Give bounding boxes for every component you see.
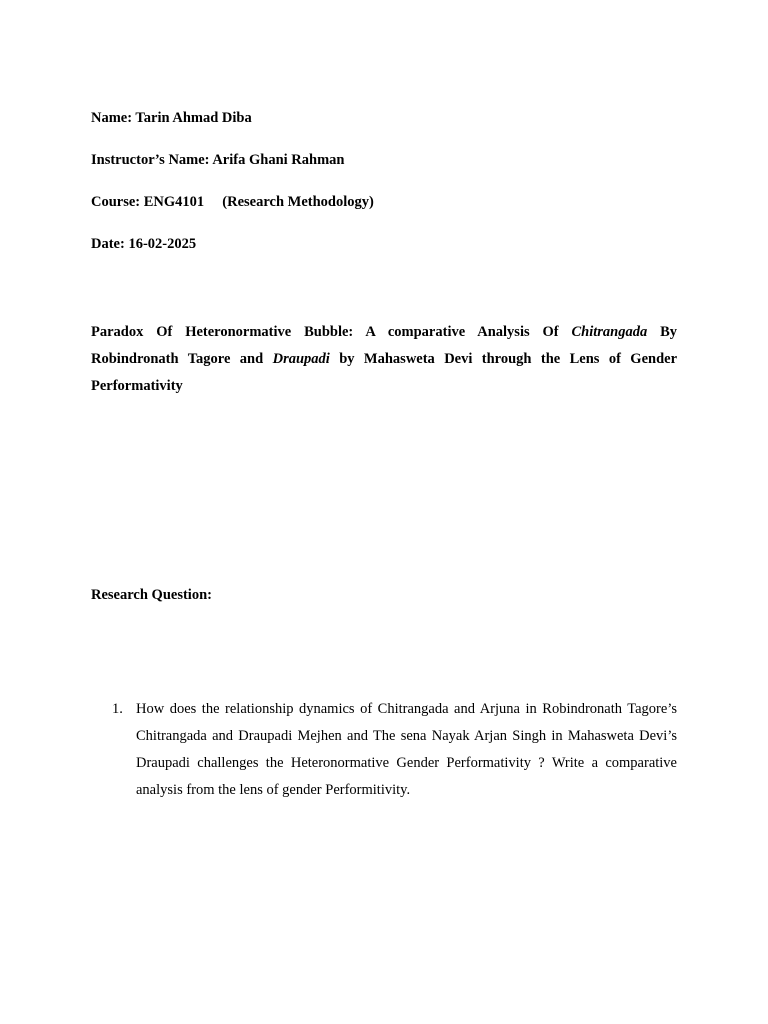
title-italic-chitrangada: Chitrangada [571,324,648,340]
submission-date: Date: 16-02-2025 [91,236,197,252]
question-text: How does the relationship dynamics of Chitrangada and Arjuna in Robindronath Tagore’s Chitrangada and Draupadi Mejhen and The sena Nayak Arjan Singh in Mahasweta Devi’s Draupadi challenges the Heteronormative Gender Performativity ? Write a comparative analysis from the lens of gender Performitivity. [136,701,677,798]
paper-title [91,319,677,400]
question-number: 1. [112,701,123,717]
title-text-part-3: by Mahasweta Devi through the Lens of Gender Performativity [91,351,678,394]
title-italic-draupadi: Draupadi [272,351,330,367]
title-text-part-1: Paradox Of Heteronormative Bubble: A comparative Analysis Of [91,324,572,340]
course-info: Course: ENG4101 (Research Methodology) [91,194,374,210]
instructor-name: Instructor’s Name: Arifa Ghani Rahman [91,152,345,168]
list-item [91,696,677,804]
student-name: Name: Tarin Ahmad Diba [91,110,252,126]
research-question-heading: Research Question: [91,587,212,603]
title-text-part-2: By Robindronath Tagore and [91,324,678,367]
